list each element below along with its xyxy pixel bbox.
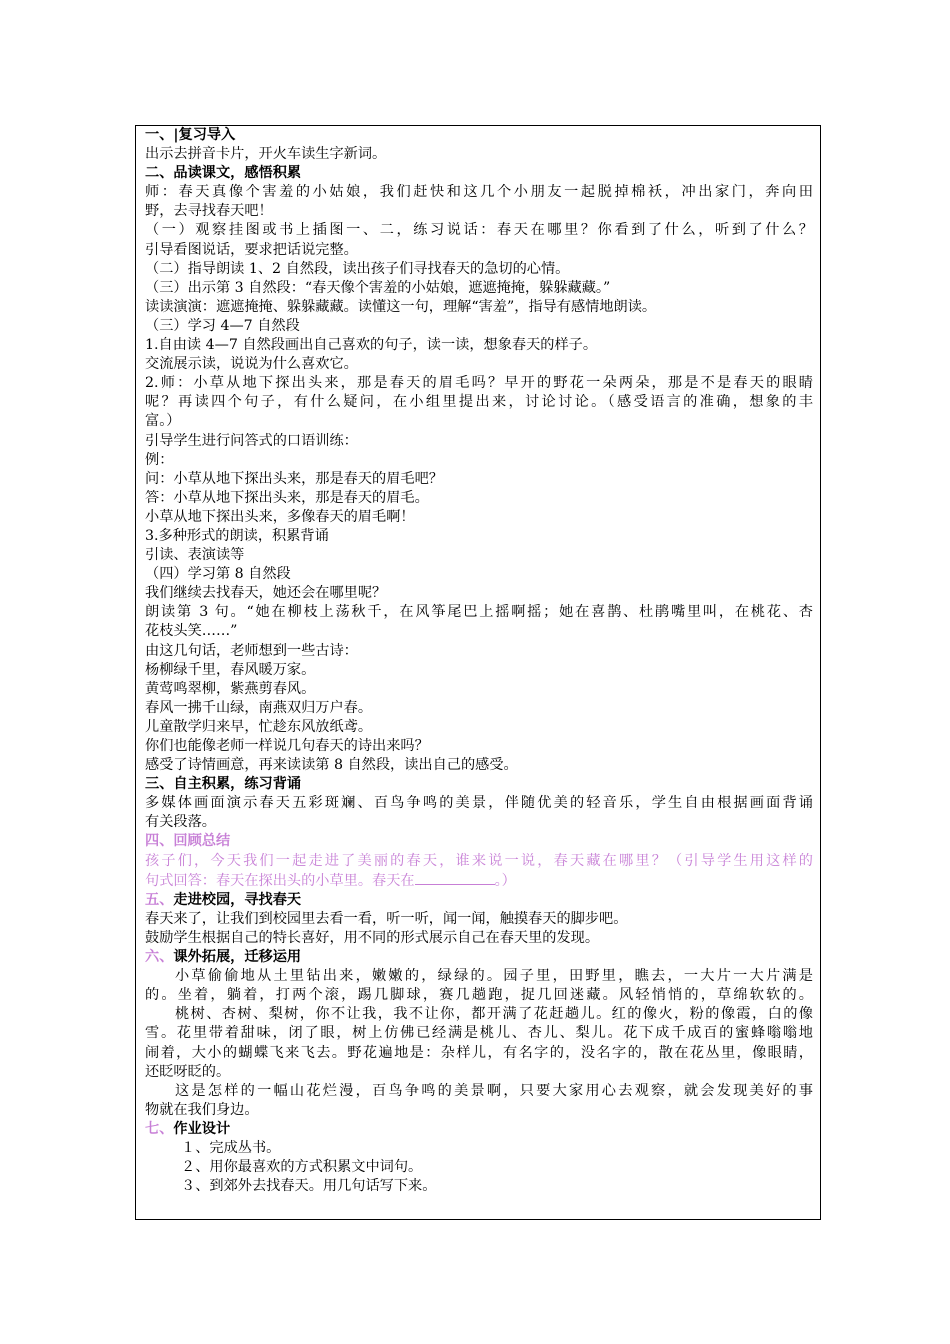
text-line: 小草从地下探出头来，多像春天的眉毛啊！ [145, 508, 415, 525]
lesson-plan-body [145, 126, 813, 1196]
text-line: 2.师：小草从地下探出头来，那是春天的眉毛吗？早开的野花一朵两朵，那是不是春天的眼睛 [145, 375, 813, 392]
homework-item: ３、到郊外去找春天。用几句话写下来。 [181, 1178, 437, 1195]
text-line: 呢？再读四个句子，有什么疑问，在小组里提出来，讨论讨论。（感受语言的准确，想象的丰 [145, 394, 813, 411]
text-line: 我们继续去找春天，她还会在哪里呢？ [145, 585, 387, 602]
text-line: 引读、表演读等 [145, 547, 245, 564]
section-number: 七、 [145, 1120, 174, 1137]
text-line: 桃树、杏树、梨树，你不让我，我不让你，都开满了花赶趟儿。红的像火，粉的像霞，白的像 [175, 1006, 813, 1023]
text-line: 闹着，大小的蝴蝶飞来飞去。野花遍地是：杂样儿，有名字的，没名字的，散在花丛里，像眼睛， [145, 1044, 813, 1061]
text-line-highlighted [145, 871, 813, 891]
text-line: 1.自由读 4—7 自然段画出自己喜欢的句子，读一读，想象春天的样子。 [145, 337, 598, 354]
text-line: 的。坐着，躺着，打两个滚，踢几脚球，赛几趟跑，捉几回迷藏。风轻悄悄的，草绵软软的。 [145, 987, 813, 1004]
text-line: 鼓励学生根据自己的特长喜好，用不同的形式展示自己在春天里的发现。 [145, 929, 600, 946]
text-line: 野，去寻找春天吧！ [145, 203, 273, 220]
section-heading-highlighted: 四、回顾总结 [145, 833, 231, 850]
homework-item: １、完成丛书。 [181, 1139, 281, 1156]
section-heading: 三、自主积累，练习背诵 [145, 776, 302, 793]
section-heading: 一、|复习导入 [145, 127, 236, 143]
text-line: 雪。花里带着甜味，闭了眼，树上仿佛已经满是桃儿、杏儿、梨儿。花下成千成百的蜜蜂嗡嗡地 [145, 1025, 813, 1042]
text-fragment: 。） [494, 872, 516, 889]
text-line: （三）学习 4—7 自然段 [145, 317, 300, 334]
section-title: 课外拓展，迁移运用 [173, 949, 302, 966]
text-line: 你们也能像老师一样说几句春天的诗出来吗？ [145, 738, 429, 754]
section-heading: 二、品读课文，感悟积累 [145, 165, 302, 182]
section-title: 走进校园，寻找春天 [173, 891, 302, 908]
text-line: 花枝头笑……” [145, 623, 238, 640]
fill-in-blank [415, 871, 495, 885]
poem-line: 春风一拂千山绿，南燕双归万户春。 [145, 699, 373, 716]
text-line: 有关段落。 [145, 814, 216, 831]
text-line-highlighted: 孩子们，今天我们一起走进了美丽的春天，谁来说一说，春天藏在哪里？（引导学生用这样的 [145, 852, 813, 869]
text-line: 交流展示读，说说为什么喜欢它。 [145, 356, 358, 373]
section-number: 六、 [145, 949, 174, 966]
text-line: （四）学习第 8 自然段 [145, 566, 291, 583]
text-line: 师：春天真像个害羞的小姑娘，我们赶快和这几个小朋友一起脱掉棉袄，冲出家门，奔向田 [145, 184, 813, 201]
text-line: （一）观察挂图或书上插图一、二，练习说话：春天在哪里？你看到了什么，听到了什么？ [145, 222, 813, 239]
text-line: 朗读第 3 句。“她在柳枝上荡秋千，在风筝尾巴上摇啊摇；她在喜鹊、杜鹃嘴里叫，在桃花、杏 [145, 604, 813, 621]
text-line: 引导看图说话，要求把话说完整。 [145, 241, 358, 258]
text-line: 答：小草从地下探出头来，那是春天的眉毛。 [145, 489, 429, 506]
text-line: 物就在我们身边。 [145, 1101, 259, 1118]
section-heading [145, 1120, 813, 1139]
homework-item: ２、用你最喜欢的方式积累文中词句。 [181, 1159, 423, 1176]
text-line: 多媒体画面演示春天五彩斑斓、百鸟争鸣的美景，伴随优美的轻音乐，学生自由根据画面背诵 [145, 795, 813, 812]
text-line: 富。） [145, 413, 181, 430]
poem-line: 黄莺鸣翠柳，紫燕剪春风。 [145, 680, 316, 697]
text-fragment: 句式回答：春天在探出头的小草里。春天在 [145, 872, 415, 889]
text-line: （二）指导朗读 1、2 自然段，读出孩子们寻找春天的急切的心情。 [145, 260, 570, 277]
text-line: 小草偷偷地从土里钻出来，嫩嫩的，绿绿的。园子里，田野里，瞧去，一大片一大片满是 [175, 968, 813, 985]
text-line: 感受了诗情画意，再来读读第 8 自然段，读出自己的感受。 [145, 757, 518, 774]
text-line: 引导学生进行问答式的口语训练： [145, 432, 358, 449]
text-line: 春天来了，让我们到校园里去看一看，听一听，闻一闻，触摸春天的脚步吧。 [145, 910, 628, 927]
text-line: 读读演演：遮遮掩掩、躲躲藏藏。读懂这一句，理解“害羞”，指导有感情地朗读。 [145, 298, 657, 315]
text-line: 3.多种形式的朗读，积累背诵 [145, 527, 329, 544]
poem-line: 儿童散学归来早，忙趁东风放纸鸢。 [145, 718, 373, 735]
text-line: 出示去拼音卡片，开火车读生字新词。 [145, 146, 387, 163]
text-line: 还眨呀眨的。 [145, 1063, 231, 1080]
poem-line: 杨柳绿千里，春风暖万家。 [145, 661, 316, 678]
text-line: 这是怎样的一幅山花烂漫，百鸟争鸣的美景啊，只要大家用心去观察，就会发现美好的事 [175, 1082, 813, 1099]
section-heading [145, 948, 813, 967]
text-line: （三）出示第 3 自然段：“春天像个害羞的小姑娘，遮遮掩掩，躲躲藏藏。” [145, 279, 611, 296]
section-title: 作业设计 [173, 1120, 231, 1137]
text-line: 由这几句话，老师想到一些古诗： [145, 642, 358, 659]
text-line: 例： [145, 451, 174, 468]
section-number: 五、 [145, 891, 174, 908]
section-heading [145, 891, 813, 910]
text-line: 问：小草从地下探出头来，那是春天的眉毛吧？ [145, 470, 443, 487]
